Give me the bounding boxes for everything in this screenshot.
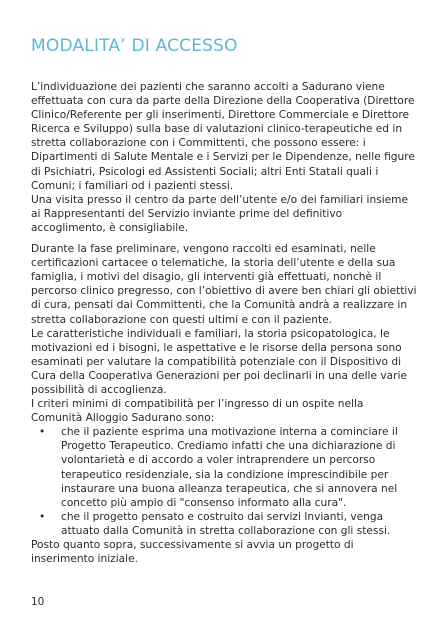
paragraph-gap [31,235,417,242]
body-text [31,80,417,566]
list-item-text: che il paziente esprima una motivazione interna a cominciare il Progetto Terapeutico. Crediamo infatti che una dichiarazione di volontarietà e di accordo a voler intraprendere un percorso terapeutico residenziale, sia la condizione imprescindibile per instaurare una buona alleanza terapeutica, che si annovera nel concetto più ampio di "consenso informato alla cura". [61,426,398,509]
section-heading: MODALITA’ DI ACCESSO [31,36,238,56]
paragraph-preliminary: Durante la fase preliminare, vengono raccolti ed esaminati, nelle certificazioni cartacee o telematiche, la storia dell’utente e della sua famiglia, i motivi del disagio, gli interventi già effettuati, nonchè il percorso clinico pregresso, con l’obiettivo di avere ben chiari gli obiettivi di cura, pensati dai Committenti, che la Comunità andrà a realizzare in stretta collaborazione con questi ultimi e con il paziente. [31,243,417,326]
list-item-text: che il progetto pensato e costruito dai servizi Invianti, venga attuato dalla Comunità in stretta collaborazione con gli stessi. [61,510,391,537]
paragraph-visit: Una visita presso il centro da parte dell’utente e/o dei familiari insieme ai Rappresentanti del Servizio inviante prime del definitivo accoglimento, è consigliabile. [31,193,409,234]
list-item [31,425,417,510]
bullet-icon: • [39,510,46,523]
bullet-icon: • [39,426,46,439]
criteria-list [31,425,417,538]
paragraph-characteristics: Le caratteristiche individuali e familiari, la storia psicopatologica, le motivazioni ed i bisogni, le aspettative e le risorse della persona sono esaminati per valutare la compatibilità potenziale con il Dispositivo di Cura della Cooperativa Generazioni per poi declinarli in una delle varie possibilità di accoglienza. [31,327,407,396]
list-item [31,510,417,538]
paragraph-closing: Posto quanto sopra, successivamente si avvia un progetto di inserimento iniziale. [31,539,354,566]
paragraph-selection: L’individuazione dei pazienti che saranno accolti a Sadurano viene effettuata con cura da parte della Direzione della Cooperativa (Direttore Clinico/Referente per gli inserimenti, Direttore Commerciale e Direttore Ricerca e Sviluppo) sulla base di valutazioni clinico-terapeutiche ed in stretta collaborazione con i Committenti, che possono essere: i Dipartimenti di Salute Mentale e i Servizi per le Dipendenze, nelle figure di Psichiatri, Psicologi ed Assistenti Sociali; altri Enti Statali quali i Comuni; i familiari od i pazienti stessi. [31,81,415,192]
paragraph-criteria-intro: I criteri minimi di compatibilità per l’ingresso di un ospite nella Comunità Alloggio Sadurano sono: [31,398,364,425]
page-number: 10 [31,596,45,608]
